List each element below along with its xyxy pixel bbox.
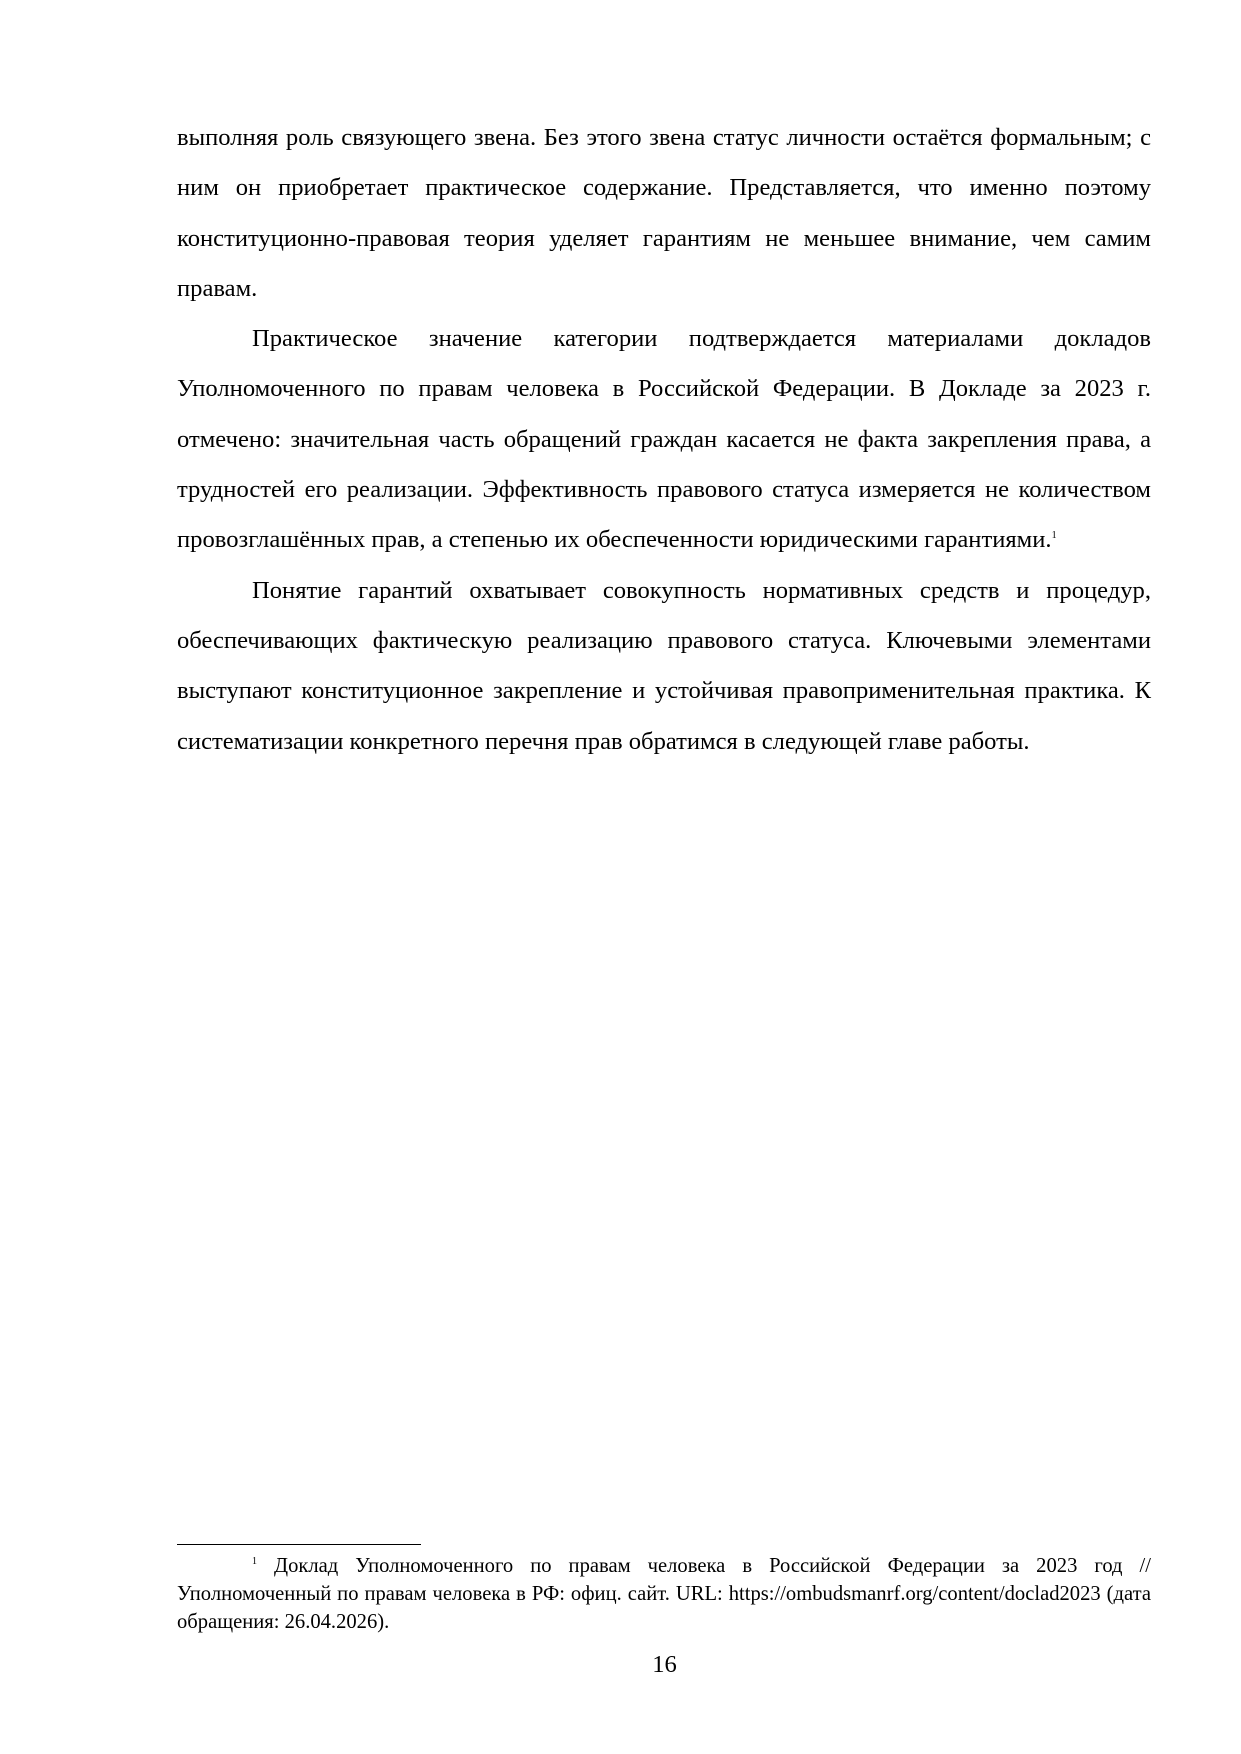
paragraph-3-text: Понятие гарантий охватывает совокупность нормативных средств и процедур, обеспечивающих фактическую реализацию правового статуса. Ключевыми элементами выступают конституционное закрепление и устойчивая правоприменительная практика. К систематизации конкретного перечня прав обратимся в следующей главе работы. bbox=[177, 576, 1151, 755]
footnote bbox=[177, 1552, 1151, 1636]
footnote-text: Доклад Уполномоченного по правам человека в Российской Федерации за 2023 год // Уполномоченный по правам человека в РФ: офиц. сайт. URL: https://ombudsmanrf.org/content/doclad2023 (дата обращения: 26.04.2026). bbox=[177, 1555, 1151, 1633]
paragraph-1-text: выполняя роль связующего звена. Без этого звена статус личности остаётся формальным; с ним он приобретает практическое содержание. Представляется, что именно поэтому конституционно-правовая теория уделяет гарантиям не меньшее внимание, чем самим правам. bbox=[177, 124, 1151, 302]
paragraph-3 bbox=[177, 566, 1151, 767]
footnote-reference[interactable]: 1 bbox=[1051, 530, 1057, 542]
paragraph-1 bbox=[177, 113, 1151, 314]
body-text bbox=[177, 113, 1151, 767]
footnote-marker: 1 bbox=[252, 1556, 257, 1568]
paragraph-2 bbox=[177, 314, 1151, 565]
page-number: 16 bbox=[652, 1651, 677, 1678]
paragraph-2-text: Практическое значение категории подтверждается материалами докладов Уполномоченного по правам человека в Российской Федерации. В Докладе за 2023 г. отмечено: значительная часть обращений граждан касается не факта закрепления права, а трудностей его реализации. Эффективность правового статуса измеряется не количеством провозглашённых прав, а степенью их обеспеченности юридическими гарантиями. bbox=[177, 325, 1151, 554]
footnote-separator bbox=[177, 1544, 421, 1545]
